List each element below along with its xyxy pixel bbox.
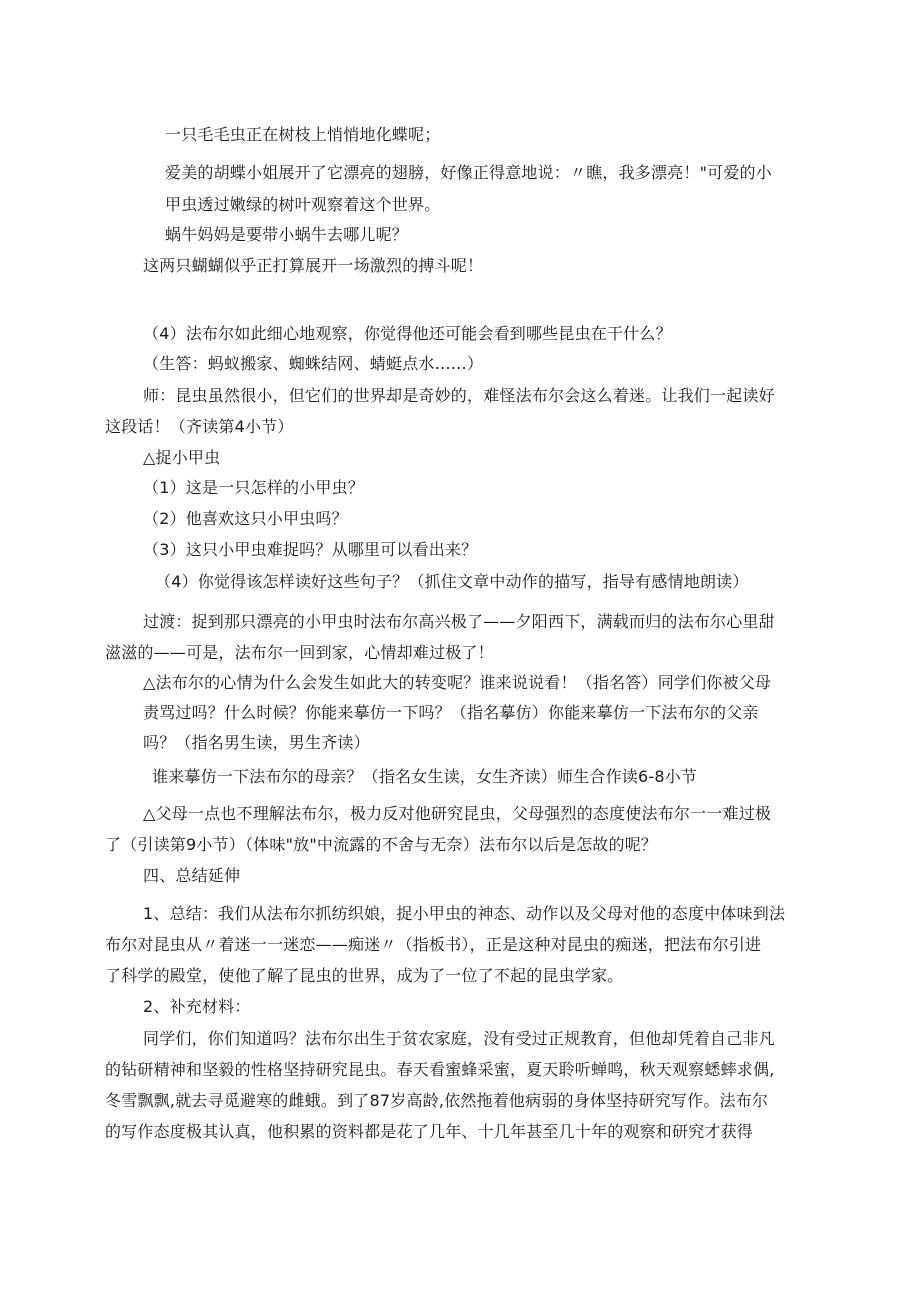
text-line: 滋滋的——可是，法布尔一回到家，心情却难过极了！ xyxy=(105,643,494,662)
text-line: （2）他喜欢这只小甲虫吗？ xyxy=(143,509,348,528)
text-line: △捉小甲虫 xyxy=(143,448,221,467)
text-line: 甲虫透过嫩绿的树叶观察着这个世界。 xyxy=(165,195,441,214)
text-line: 吗？（指名男生读，男生齐读） xyxy=(143,733,370,752)
text-line: 责骂过吗？什么时候？你能来摹仿一下吗？（指名摹仿）你能来摹仿一下法布尔的父亲 xyxy=(143,703,759,722)
text-line: 谁来摹仿一下法布尔的母亲？（指名女生读，女生齐读）师生合作读6-8小节 xyxy=(152,767,698,786)
text-line: 一只毛毛虫正在树枝上悄悄地化蝶呢； xyxy=(165,125,441,144)
text-line: （4）你觉得该怎样读好这些句子？（抓住文章中动作的描写，指导有感情地朗读） xyxy=(155,572,749,591)
text-line: 冬雪飘飘,就去寻觅避寒的雌蛾。到了87岁高龄,依然拖着他病弱的身体坚持研究写作。法布尔 xyxy=(105,1091,769,1110)
text-line: 这段话！（齐读第4小节） xyxy=(105,417,294,436)
text-line: 布尔对昆虫从〃着迷一一迷恋——痴迷〃（指板书），正是这种对昆虫的痴迷，把法布尔引进 xyxy=(105,935,762,954)
text-line: （4）法布尔如此细心地观察，你觉得他还可能会看到哪些昆虫在干什么？ xyxy=(143,324,672,343)
text-line: 了（引读第9小节）（体味"放"中流露的不舍与无奈）法布尔以后是怎故的呢？ xyxy=(105,835,658,854)
text-line: 2、补充材料： xyxy=(143,997,251,1016)
text-line: △父母一点也不理解法布尔，极力反对他研究昆虫，父母强烈的态度使法布尔一一难过极 xyxy=(143,804,772,823)
text-line: 的钻研精神和坚毅的性格坚持研究昆虫。春天看蜜蜂采蜜，夏天聆听蝉鸣，秋天观察蟋蟀求偶, xyxy=(105,1060,775,1079)
section-heading: 四、总结延伸 xyxy=(143,866,241,885)
text-line: （3）这只小甲虫难捉吗？从哪里可以看出来？ xyxy=(143,540,478,559)
text-line: 1、总结：我们从法布尔抓纺织娘，捉小甲虫的神态、动作以及父母对他的态度中体味到法 xyxy=(143,904,786,923)
text-line: 的写作态度极其认真，他积累的资料都是花了几年、十几年甚至几十年的观察和研究才获得 xyxy=(105,1122,754,1141)
text-line: （生答：蚂蚁搬家、蜘蛛结网、蜻蜓点水……） xyxy=(143,354,484,373)
text-line: 过渡：捉到那只漂亮的小甲虫时法布尔高兴极了——夕阳西下，满载而归的法布尔心里甜 xyxy=(143,612,775,631)
text-line: 蜗牛妈妈是要带小蜗牛去哪儿呢？ xyxy=(165,225,409,244)
text-line: 同学们，你们知道吗？法布尔出生于贫农家庭，没有受过正规教育，但他却凭着自己非凡 xyxy=(143,1029,775,1048)
text-line: （1）这是一只怎样的小甲虫？ xyxy=(143,478,364,497)
text-line: 师：昆虫虽然很小，但它们的世界却是奇妙的，难怪法布尔会这么着迷。让我们一起读好 xyxy=(143,386,775,405)
text-line: △法布尔的心情为什么会发生如此大的转变呢？谁来说说看！（指名答）同学们你被父母 xyxy=(143,673,772,692)
text-line: 爱美的胡蝶小姐展开了它漂亮的翅膀，好像正得意地说：〃瞧，我多漂亮！"可爱的小 xyxy=(165,163,772,182)
text-line: 这两只蝴蝴似乎正打算展开一场激烈的搏斗呢！ xyxy=(143,256,484,275)
text-line: 了科学的殿堂，使他了解了昆虫的世界，成为了一位了不起的昆虫学家。 xyxy=(105,966,624,985)
